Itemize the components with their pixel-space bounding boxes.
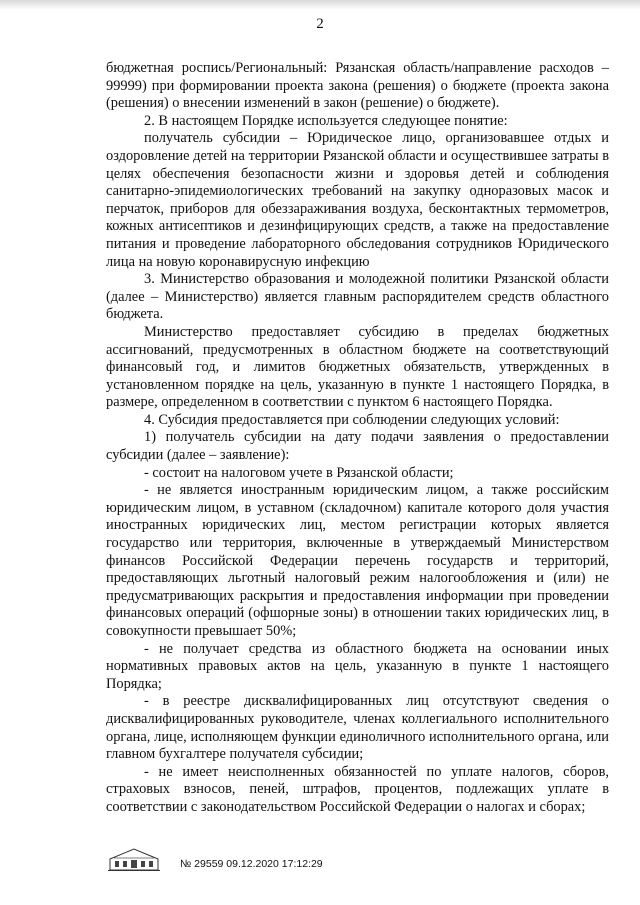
- paragraph-condition-1: 1) получатель субсидии на дату подачи заявления о предоставлении субсидии (далее – заявление):: [106, 429, 609, 464]
- scan-edge: [0, 0, 640, 10]
- page-number: 2: [316, 16, 324, 32]
- building-stamp-icon: [106, 846, 162, 872]
- paragraph-recipient-definition: получатель субсидии – Юридическое лицо, организовавшее отдых и оздоровление детей на территории Рязанской области и осуществившее затраты в целях обеспечения безопасности жизни и здоровья детей и соблюдения санитарно-эпидемиологических требований на закупку одноразовых масок и перчаток, приборов для обеззараживания воздуха, бесконтактных термометров, кожных антисептиков и дезинфицирующих средств, а также на предоставление питания и проведение лабораторного обследования сотрудников Юридического лица на новую коронавирусную инфекцию: [106, 130, 609, 270]
- paragraph-budget-listing: бюджетная роспись/Региональный: Рязанская область/направление расходов – 99999) при формировании проекта закона (решения) о бюджете (проекта закона (решения) о внесении изменений в закон (решение) о бюджете).: [106, 60, 609, 112]
- paragraph-condition-tax-registration: - состоит на налоговом учете в Рязанской области;: [144, 464, 454, 481]
- document-body: [106, 60, 609, 817]
- paragraph-condition-tax-debts: - не имеет неисполненных обязанностей по уплате налогов, сборов, страховых взносов, пеней, штрафов, процентов, подлежащих уплате в соответствии с законодательством Российской Федерации о налогах и сборах;: [106, 763, 609, 815]
- paragraph-clause-2: 2. В настоящем Порядке используется следующее понятие:: [144, 112, 508, 129]
- paragraph-condition-other-funds: - не получает средства из областного бюджета на основании иных нормативных правовых актов на цель, указанную в пункте 1 настоящего Порядка;: [106, 640, 609, 692]
- document-footer: [106, 846, 323, 872]
- paragraph-clause-4: 4. Субсидия предоставляется при соблюдении следующих условий:: [144, 411, 560, 428]
- paragraph-condition-foreign-entity: - не является иностранным юридическим лицом, а также российским юридическим лицом, в уставном (складочном) капитале которого доля участия иностранных юридических лиц, местом регистрации которых является государство или территория, включенные в утверждаемый Министерством финансов Российской Федерации перечень государств и территорий, предоставляющих льготный налоговый режим налогообложения и (или) не предусматривающих раскрытия и предоставления информации при проведении финансовых операций (офшорные зоны) в отношении таких юридических лиц, в совокупности превышает 50%;: [106, 482, 609, 639]
- paragraph-ministry-provides: Министерство предоставляет субсидию в пределах бюджетных ассигнований, предусмотренных в областном бюджете на соответствующий финансовый год, и лимитов бюджетных обязательств, утвержденных в установленном порядке на цель, указанную в пункте 1 настоящего Порядка, в размере, определенном в соответствии с пунктом 6 настоящего Порядка.: [106, 323, 609, 411]
- paragraph-clause-3: 3. Министерство образования и молодежной политики Рязанской области (далее – Министерство) является главным распорядителем средств областного бюджета.: [106, 271, 609, 323]
- paragraph-condition-disqualified: - в реестре дисквалифицированных лиц отсутствуют сведения о дисквалифицированных руководителе, членах коллегиального исполнительного органа, лице, исполняющем функции единоличного исполнительного органа, или главном бухгалтере получателя субсидии;: [106, 693, 609, 763]
- registration-number: № 29559 09.12.2020 17:12:29: [180, 858, 323, 870]
